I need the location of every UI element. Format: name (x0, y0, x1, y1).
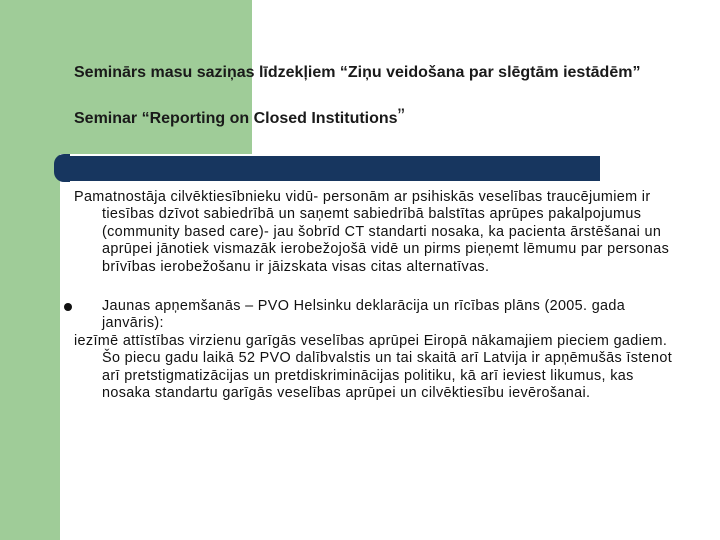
paragraph-position-statement: Pamatnostāja cilvēktiesībnieku vidū- personām ar psihiskās veselības traucējumiem ir tiesības dzīvot sabiedrībā un saņemt sabiedrībā balstītas aprūpes pakalpojumus (community based care)- jau šobrīd CT standarti nosaka, ka pacienta ārstēšanai un aprūpei jānotiek vismazāk ierobežojošā vidē un pirms pieņemt lēmumu par personas brīvības ierobežošanu ir jāizskata visas citas alternatīvas. (74, 189, 670, 275)
title-latvian: Seminārs masu saziņas līdzekļiem “Ziņu veidošana par slēgtām iestādēm” (74, 64, 641, 81)
slide-body (74, 189, 674, 402)
bullet-new-commitments (74, 298, 674, 333)
title-english-closing-quote: ” (397, 105, 405, 128)
title-english-text: Seminar “Reporting on Closed Institutions (74, 110, 398, 127)
bullet-text: Jaunas apņemšanās – PVO Helsinku deklarācija un rīcības plāns (2005. gada janvāris): (102, 298, 626, 332)
title-divider-bar (62, 156, 600, 181)
slide-title (74, 63, 674, 128)
bullet-dot-icon (64, 303, 72, 311)
title-english (74, 107, 674, 128)
paragraph-helsinki-declaration: iezīmē attīstības virzienu garīgās veselības aprūpei Eiropā nākamajiem pieciem gadiem. Šo piecu gadu laikā 52 PVO dalībvalstis un tai skaitā arī Latvija ir apņēmušās īstenot arī pretstigmatizācijas un pretdiskriminācijas politiku, kā arī ieviest likumus, kas nosaka standartu garīgās veselības aprūpei un cilvēktiesību ievērošanai. (74, 332, 673, 402)
left-green-panel (0, 0, 60, 540)
